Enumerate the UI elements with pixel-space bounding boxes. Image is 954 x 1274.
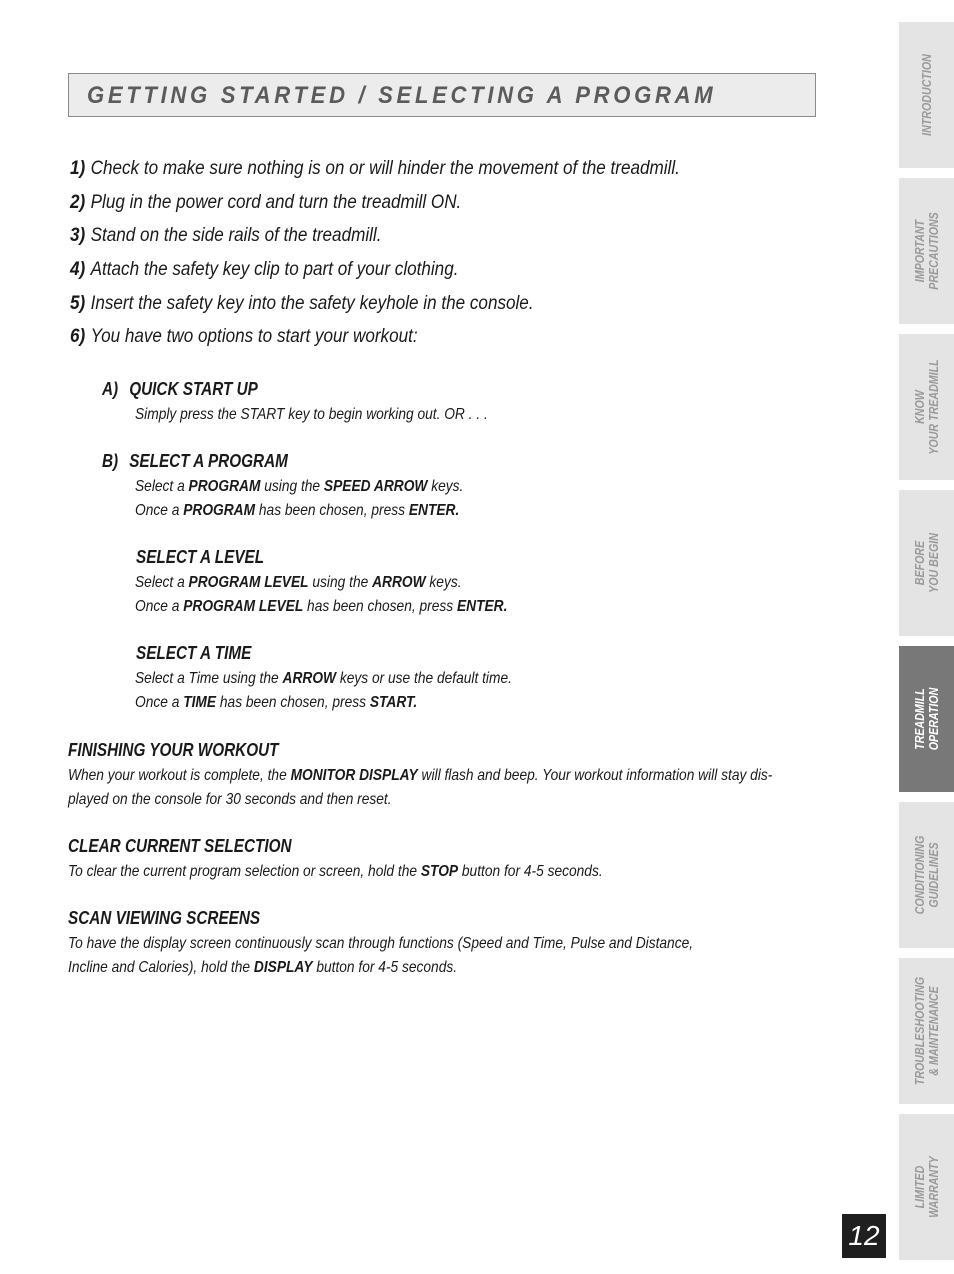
clear-heading: CLEAR CURRENT SELECTION [68,836,292,856]
option-a-text: Simply press the START key to begin working out. OR . . . [135,406,488,423]
option-b-heading: B) SELECT A PROGRAM [102,451,288,471]
level-line-2: Once a PROGRAM LEVEL has been chosen, press ENTER. [135,598,508,615]
step-3: 3) Stand on the side rails of the treadmill. [70,225,382,246]
tab-label: BEFORE YOU BEGIN [911,533,941,593]
tab-label: IMPORTANT PRECAUTIONS [911,212,941,290]
step-4: 4) Attach the safety key clip to part of your clothing. [70,259,459,280]
page-title-bar [68,73,816,117]
time-heading: SELECT A TIME [136,643,252,663]
tab-conditioning-guidelines[interactable] [899,802,954,948]
tab-troubleshooting-maintenance[interactable] [899,958,954,1104]
scan-line-1: To have the display screen continuously scan through functions (Speed and Time, Pulse and Distance, [68,935,694,952]
tab-limited-warranty[interactable] [899,1114,954,1260]
tab-label: KNOW YOUR TREADMILL [911,359,941,455]
tab-treadmill-operation[interactable] [899,646,954,792]
scan-line-2: Incline and Calories), hold the DISPLAY button for 4-5 seconds. [68,959,458,976]
step-5: 5) Insert the safety key into the safety keyhole in the console. [70,293,534,314]
tab-know-your-treadmill[interactable] [899,334,954,480]
tab-label: INTRODUCTION [918,54,934,136]
time-line-1: Select a Time using the ARROW keys or use the default time. [135,670,512,687]
level-heading: SELECT A LEVEL [136,547,265,567]
tab-before-you-begin[interactable] [899,490,954,636]
step-2: 2) Plug in the power cord and turn the treadmill ON. [70,192,462,213]
tab-introduction[interactable] [899,22,954,168]
tab-label: LIMITED WARRANTY [911,1156,941,1218]
step-6: 6) You have two options to start your workout: [70,326,418,347]
clear-line-1: To clear the current program selection or screen, hold the STOP button for 4-5 seconds. [68,863,603,880]
option-b-line-2: Once a PROGRAM has been chosen, press ENTER. [135,502,460,519]
page-number: 12 [842,1214,886,1258]
option-b-line-1: Select a PROGRAM using the SPEED ARROW keys. [135,478,464,495]
scan-heading: SCAN VIEWING SCREENS [68,908,261,928]
option-a-heading: A) QUICK START UP [102,379,258,399]
tab-label: TREADMILL OPERATION [911,687,941,751]
tab-important-precautions[interactable] [899,178,954,324]
finishing-line-2: played on the console for 30 seconds and then reset. [68,791,392,808]
step-1: 1) Check to make sure nothing is on or will hinder the movement of the treadmill. [70,158,680,179]
finishing-heading: FINISHING YOUR WORKOUT [68,740,279,760]
tab-label: TROUBLESHOOTING & MAINTENANCE [911,976,941,1086]
tab-label: CONDITIONING GUIDELINES [911,835,941,915]
finishing-line-1: When your workout is complete, the MONITOR DISPLAY will flash and beep. Your workout information will stay dis- [68,767,773,784]
page-title: GETTING STARTED / SELECTING A PROGRAM [87,82,717,109]
time-line-2: Once a TIME has been chosen, press START. [135,694,418,711]
level-line-1: Select a PROGRAM LEVEL using the ARROW keys. [135,574,462,591]
